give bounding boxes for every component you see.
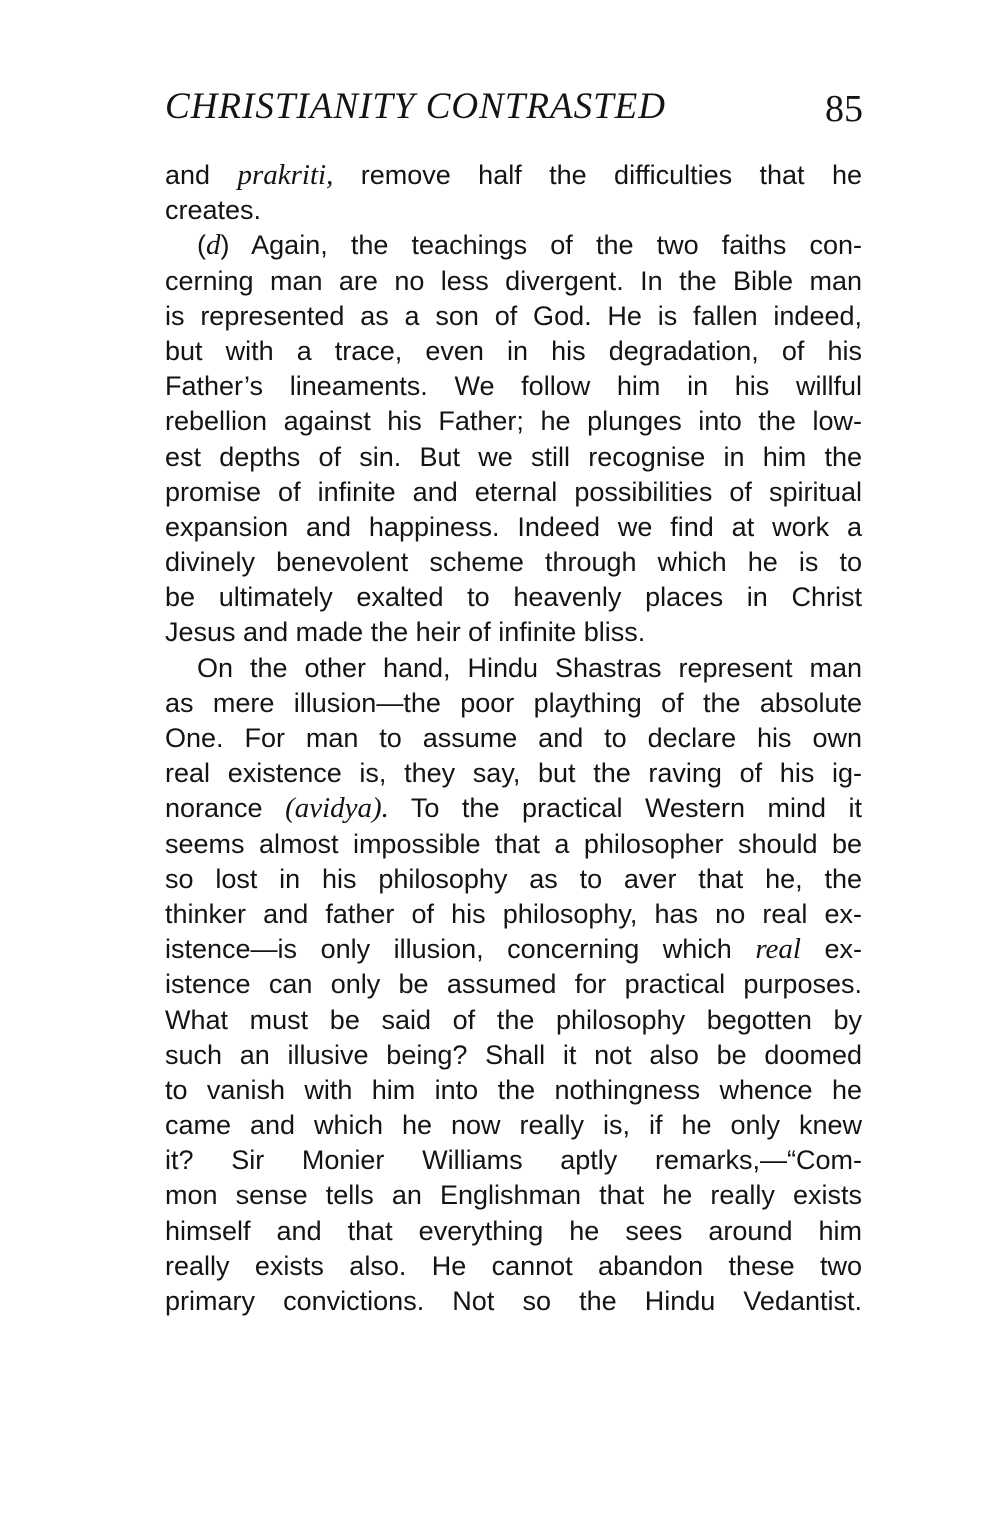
text-line: promise of infinite and eternal possibilities of spiritual bbox=[165, 476, 862, 507]
text-line: One. For man to assume and to declare his own bbox=[165, 723, 862, 753]
text-line: as mere illusion—the poor plaything of the absolute bbox=[165, 687, 862, 718]
text-line: to vanish with him into the nothingness whence he bbox=[165, 1074, 862, 1105]
text-line: but with a trace, even in his degradation, of his bbox=[165, 335, 862, 366]
text-line: norance (avidya). To the practical Western mind it bbox=[165, 792, 862, 825]
text-line: came and which he now really is, if he only knew bbox=[165, 1110, 862, 1141]
text-line: seems almost impossible that a philosopher should be bbox=[165, 828, 862, 859]
text-line: Father’s lineaments. We follow him in his willful bbox=[165, 371, 862, 402]
text-line: istence—is only illusion, concerning which real ex- bbox=[165, 933, 862, 966]
text-line: is represented as a son of God. He is fallen indeed, bbox=[165, 300, 862, 331]
text-line: and prakriti, remove half the difficulties that he bbox=[165, 159, 862, 191]
text-line: est depths of sin. But we still recognise in him the bbox=[165, 441, 862, 472]
text-line: On the other hand, Hindu Shastras represent man bbox=[197, 652, 862, 683]
text-line: himself and that everything he sees around him bbox=[165, 1215, 862, 1246]
text-line: primary convictions. Not so the Hindu Vedantist. bbox=[165, 1286, 862, 1316]
page-header bbox=[165, 84, 865, 134]
text-line: What must be said of the philosophy begotten by bbox=[165, 1004, 862, 1035]
text-line: be ultimately exalted to heavenly places in Christ bbox=[165, 582, 862, 613]
text-line: such an illusive being? Shall it not also be doomed bbox=[165, 1039, 862, 1070]
text-line: divinely benevolent scheme through which he is to bbox=[165, 547, 862, 578]
text-line: creates. bbox=[165, 195, 262, 226]
text-line: really exists also. He cannot abandon these two bbox=[165, 1250, 862, 1281]
text-line: Jesus and made the heir of infinite bliss. bbox=[165, 617, 646, 648]
page-number: 85 bbox=[825, 88, 863, 130]
text-line: thinker and father of his philosophy, has no real ex- bbox=[165, 898, 862, 929]
text-line: rebellion against his Father; he plunges into the low- bbox=[165, 406, 862, 437]
running-title: CHRISTIANITY CONTRASTED bbox=[165, 86, 666, 127]
text-line: so lost in his philosophy as to aver that he, the bbox=[165, 863, 862, 894]
text-line: expansion and happiness. Indeed we find at work a bbox=[165, 511, 862, 542]
text-line: (d) Again, the teachings of the two faiths con- bbox=[197, 229, 862, 262]
text-line: real existence is, they say, but the raving of his ig- bbox=[165, 758, 862, 789]
text-line: mon sense tells an Englishman that he really exists bbox=[165, 1180, 862, 1211]
body-text bbox=[165, 158, 862, 1319]
text-line: cerning man are no less divergent. In the Bible man bbox=[165, 265, 862, 296]
text-line: it? Sir Monier Williams aptly remarks,—“Com- bbox=[165, 1145, 862, 1176]
text-line: istence can only be assumed for practical purposes. bbox=[165, 969, 862, 1000]
